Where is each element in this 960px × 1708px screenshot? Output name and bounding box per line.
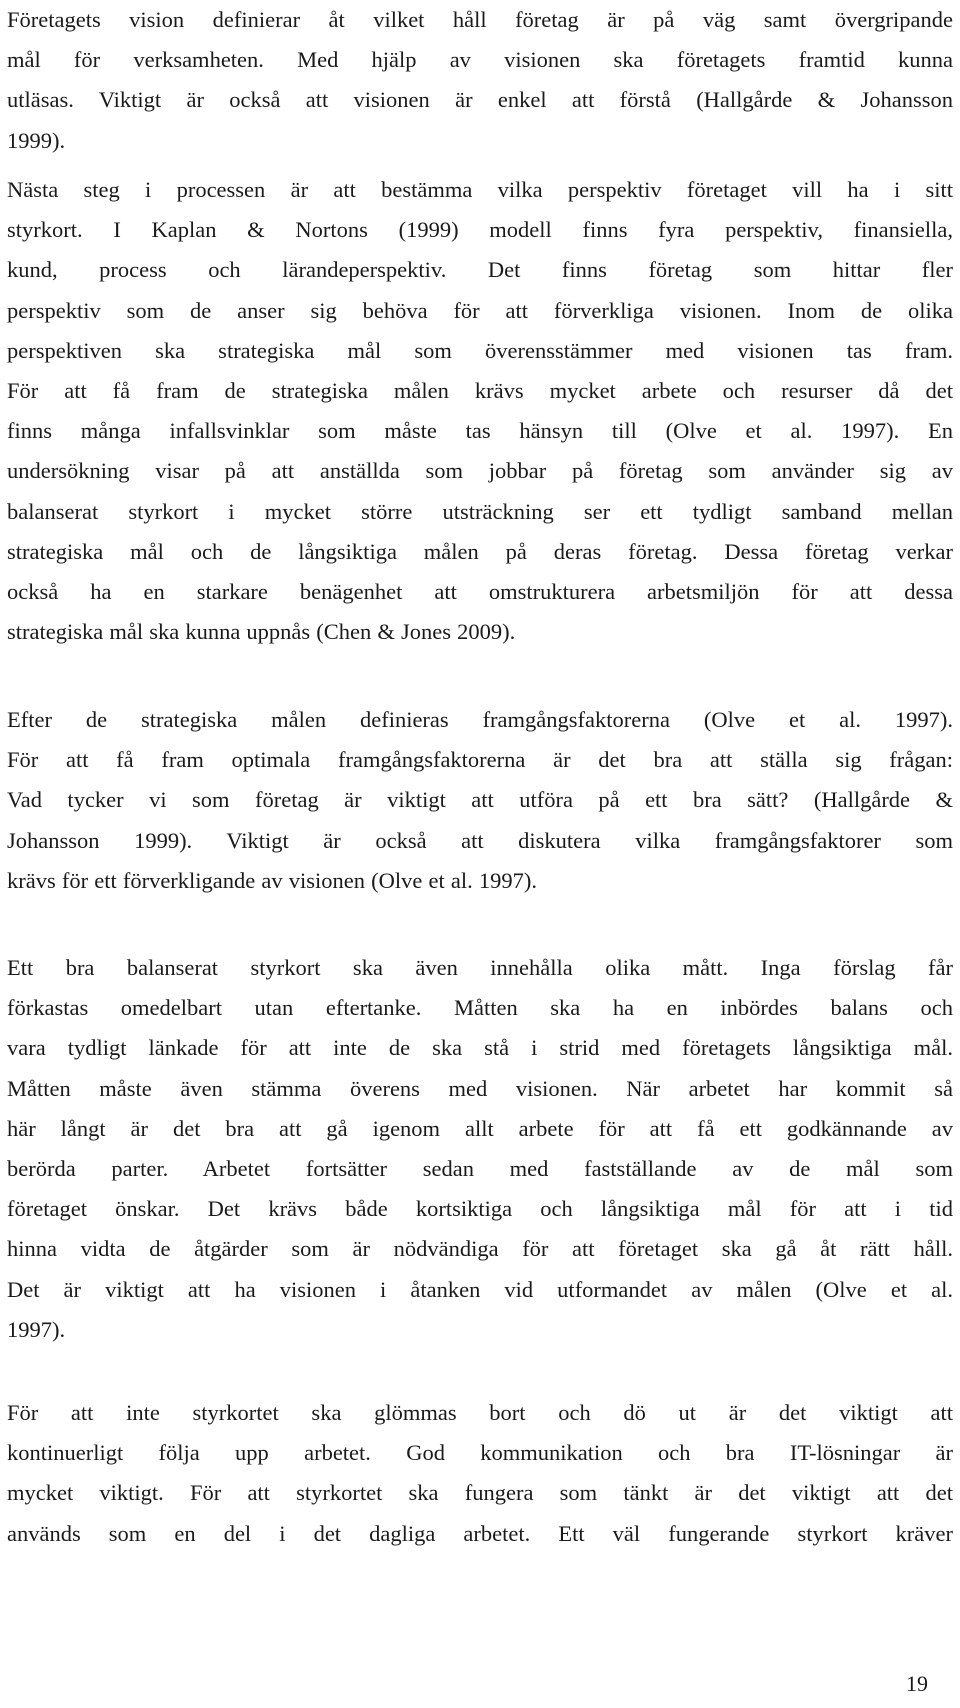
text-line: utläsas. Viktigt är också att visionen är enkel att förstå (Hallgårde & Johansson <box>7 87 953 113</box>
text-line: Ett bra balanserat styrkort ska även innehålla olika mått. Inga förslag får <box>7 955 953 980</box>
text-line: strategiska mål och de långsiktiga målen på deras företag. Dessa företag verkar <box>7 538 953 564</box>
text-line: Efter de strategiska målen definieras framgångsfaktorerna (Olve et al. 1997). <box>7 707 953 732</box>
text-line: mycket viktigt. För att styrkortet ska fungera som tänkt är det viktigt att det <box>7 1480 953 1506</box>
text-line: Nästa steg i processen är att bestämma vilka perspektiv företaget vill ha i sitt <box>7 177 953 202</box>
text-line: perspektiven ska strategiska mål som överensstämmer med visionen tas fram. <box>7 337 953 363</box>
text-line: företaget önskar. Det krävs både kortsiktiga och långsiktiga mål för att i tid <box>7 1196 953 1222</box>
text-line: För att få fram optimala framgångsfaktorerna är det bra att ställa sig frågan: <box>7 747 953 773</box>
text-line: här långt är det bra att gå igenom allt arbete för att få ett godkännande av <box>7 1115 953 1141</box>
paragraph-follow-up <box>7 1393 953 1554</box>
text-line: Måtten måste även stämma överens med visionen. När arbetet har kommit så <box>7 1075 953 1101</box>
text-line: kund, process och lärandeperspektiv. Det finns företag som hittar fler <box>7 257 953 283</box>
text-line: Det är viktigt att ha visionen i åtanken vid utformandet av målen (Olve et al. <box>7 1276 953 1302</box>
paragraph-perspectives <box>7 170 953 652</box>
text-line: För att få fram de strategiska målen krävs mycket arbete och resurser då det <box>7 378 953 404</box>
text-line: Företagets vision definierar åt vilket håll företag är på väg samt övergripande <box>7 7 953 32</box>
text-line: strategiska mål ska kunna uppnås (Chen & Jones 2009). <box>7 619 516 645</box>
text-line: vara tydligt länkade för att inte de ska stå i strid med företagets långsiktiga mål. <box>7 1035 953 1061</box>
text-line: kontinuerligt följa upp arbetet. God kommunikation och bra IT-lösningar är <box>7 1440 953 1466</box>
paragraph-measures <box>7 948 953 1350</box>
text-line: används som en del i det dagliga arbetet. Ett väl fungerande styrkort kräver <box>7 1520 953 1546</box>
text-line: undersökning visar på att anställda som jobbar på företag som använder sig av <box>7 458 953 484</box>
text-line: perspektiv som de anser sig behöva för att förverkliga visionen. Inom de olika <box>7 297 953 323</box>
text-line: styrkort. I Kaplan & Nortons (1999) modell finns fyra perspektiv, finansiella, <box>7 217 953 243</box>
paragraph-success-factors <box>7 700 953 901</box>
text-line: hinna vidta de åtgärder som är nödvändiga för att företaget ska gå åt rätt håll. <box>7 1236 953 1262</box>
text-line: balanserat styrkort i mycket större utsträckning ser ett tydligt samband mellan <box>7 498 953 524</box>
text-line: 1997). <box>7 1316 66 1342</box>
text-line: Johansson 1999). Viktigt är också att diskutera vilka framgångsfaktorer som <box>7 827 953 853</box>
text-line: mål för verksamheten. Med hjälp av visionen ska företagets framtid kunna <box>7 47 953 73</box>
page-number: 19 <box>906 1671 928 1696</box>
paragraph-vision <box>7 0 953 161</box>
text-line: Vad tycker vi som företag är viktigt att utföra på ett bra sätt? (Hallgårde & <box>7 787 953 813</box>
text-line: krävs för ett förverkligande av visionen (Olve et al. 1997). <box>7 867 537 893</box>
text-line: finns många infallsvinklar som måste tas hänsyn till (Olve et al. 1997). En <box>7 418 953 444</box>
text-line: också ha en starkare benägenhet att omstrukturera arbetsmiljön för att dessa <box>7 579 953 605</box>
text-line: 1999). <box>7 127 66 153</box>
text-line: berörda parter. Arbetet fortsätter sedan med fastställande av de mål som <box>7 1156 953 1182</box>
text-line: För att inte styrkortet ska glömmas bort och dö ut är det viktigt att <box>7 1400 953 1425</box>
text-line: förkastas omedelbart utan eftertanke. Måtten ska ha en inbördes balans och <box>7 995 953 1021</box>
